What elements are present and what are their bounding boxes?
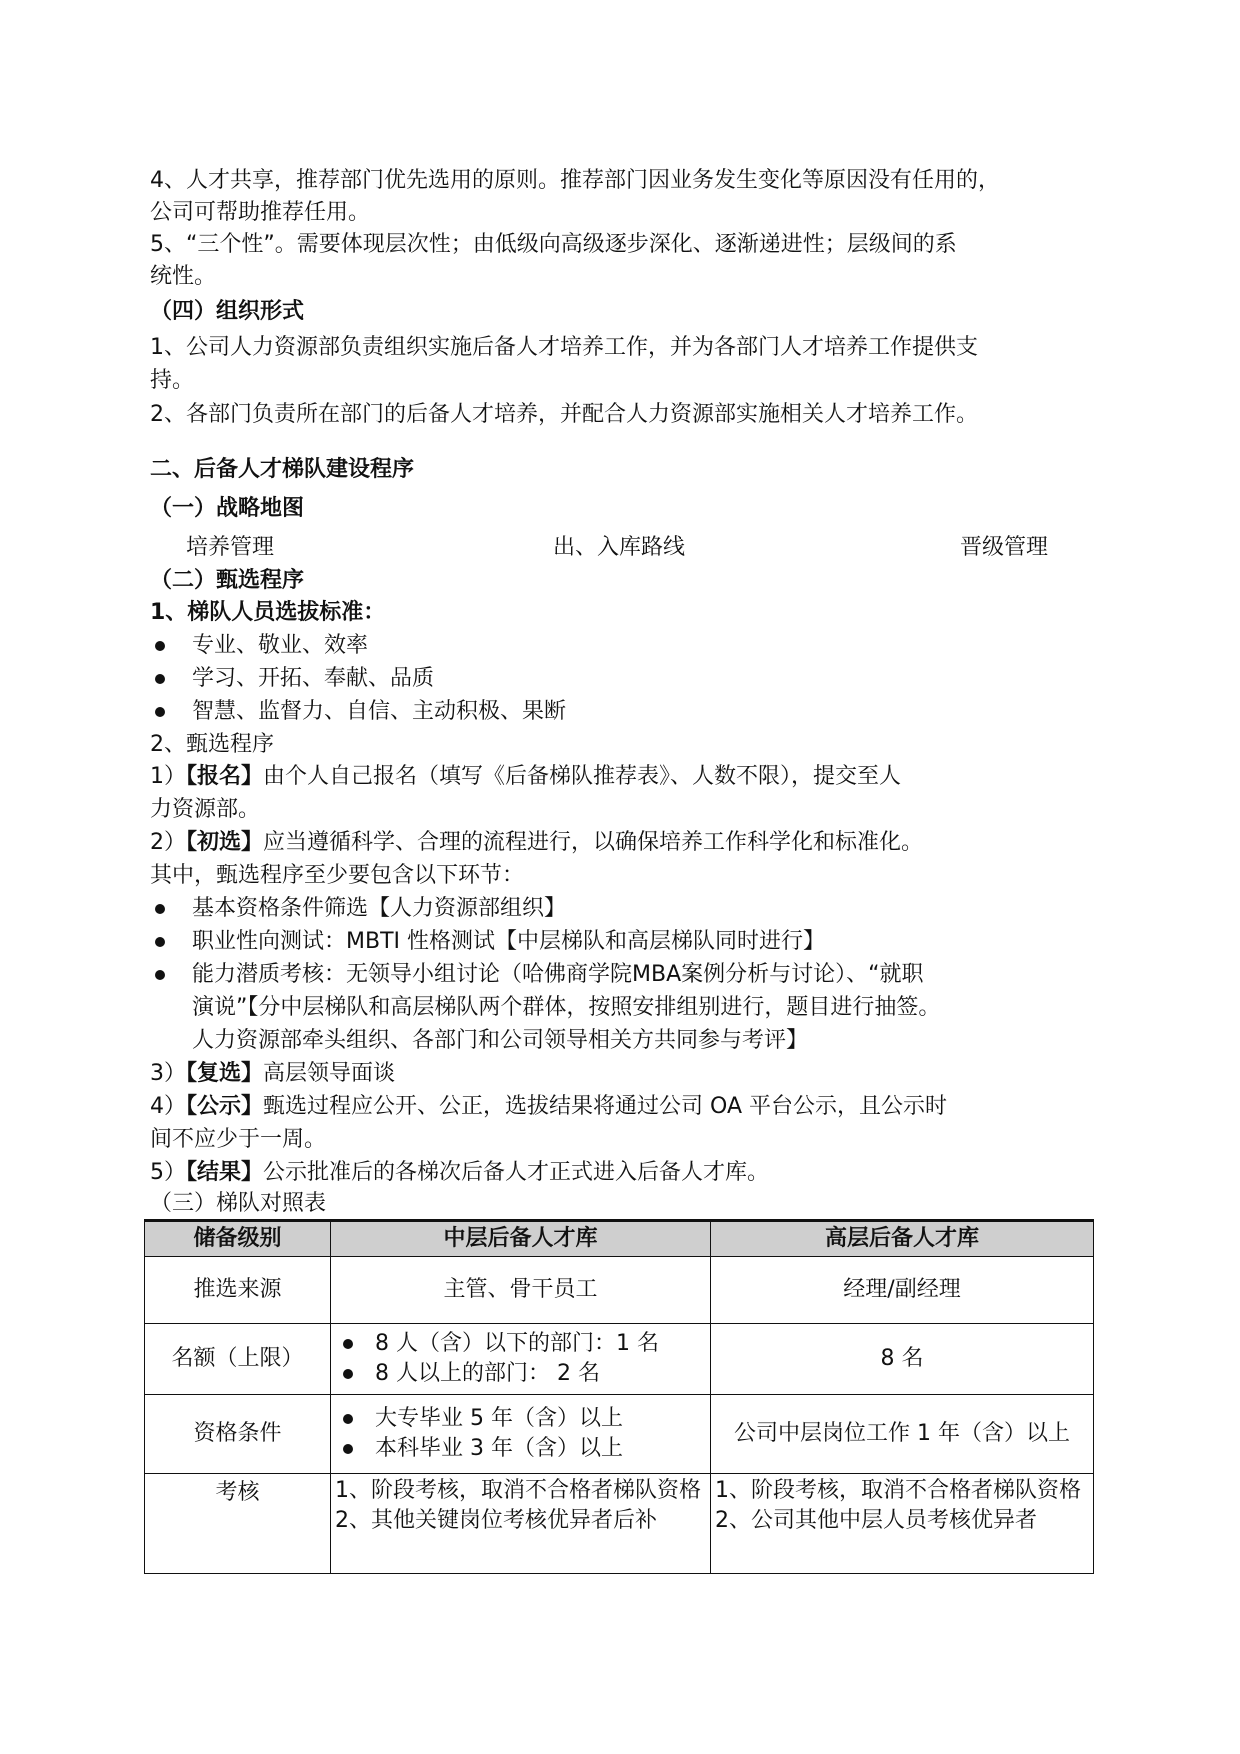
bullet-icon [343,1369,353,1379]
ladder-comparison-table [144,1219,1094,1574]
table-row [145,1257,1094,1324]
step-1-continued: 力资源部。 [150,797,261,822]
chapter-2-heading: 二、后备人才梯队建设程序 [150,457,415,482]
criteria-item: 专业、敬业、效率 [192,633,369,658]
para-4-line1: 4、人才共享，推荐部门优先选用的原则。推荐部门因业务发生变化等原因没有任用的， [150,168,1000,193]
high-cell: 经理/副经理 [711,1257,1094,1324]
table-header: 中层后备人才库 [331,1221,711,1257]
list-item [335,1329,706,1359]
screening-item: 能力潜质考核：无领导小组讨论（哈佛商学院MBA案例分析与讨论）、“就职 [192,962,924,987]
high-cell: 公司中层岗位工作 1 年（含）以上 [711,1395,1094,1474]
org-2: 2、各部门负责所在部门的后备人才培养，并配合人力资源部实施相关人才培养工作。 [150,402,978,427]
step-2-continued: 其中，甄选程序至少要包含以下环节： [150,863,525,888]
step-tag: 【结果】 [186,1160,264,1185]
mid-cell [331,1395,711,1474]
map-label-center: 出、入库路线 [553,535,686,560]
table-row [145,1474,1094,1574]
step-1 [150,762,901,792]
list-item [335,1434,706,1464]
high-cell: 8 名 [711,1324,1094,1395]
bullet-icon [155,937,165,947]
criteria-heading: 1、梯队人员选拔标准： [150,600,386,625]
sub-3-heading: （三）梯队对照表 [150,1191,327,1216]
row-label: 考核 [145,1474,331,1574]
para-5-line2: 统性。 [150,264,217,289]
step-3 [150,1059,395,1089]
procedure-heading: 2、甄选程序 [150,732,274,757]
para-5-line1: 5、“三个性”。需要体现层次性；由低级向高级逐步深化、逐渐递进性；层级间的系 [150,232,957,257]
bullet-icon [155,707,165,717]
step-text: 公示批准后的各梯次后备人才正式进入后备人才库。 [263,1160,770,1185]
bullet-icon [155,641,165,651]
row-label: 推选来源 [145,1257,331,1324]
step-text: 甄选过程应公开、公正，选拔结果将通过公司 OA 平台公示，且公示时 [263,1094,947,1119]
step-tag: 【初选】 [186,830,264,855]
step-number: 1） [150,764,186,789]
row-label: 资格条件 [145,1395,331,1474]
list-item-text: 本科毕业 3 年（含）以上 [375,1436,623,1461]
high-cell: 1、阶段考核，取消不合格者梯队资格 2、公司其他中层人员考核优异者 [711,1474,1094,1574]
bullet-icon [155,674,165,684]
screening-item-continued: 人力资源部牵头组织、各部门和公司领导相关方共同参与考评】 [192,1028,809,1053]
mid-cell [331,1324,711,1395]
list-item [335,1404,706,1434]
step-2 [150,828,923,858]
step-tag: 【公示】 [186,1094,264,1119]
org-1-line1: 1、公司人力资源部负责组织实施后备人才培养工作，并为各部门人才培养工作提供支 [150,335,978,360]
step-tag: 【报名】 [186,764,264,789]
sub-1-heading: （一）战略地图 [150,496,305,521]
step-number: 2） [150,830,186,855]
table-header: 储备级别 [145,1221,331,1257]
mid-cell: 1、阶段考核，取消不合格者梯队资格 2、其他关键岗位考核优异者后补 [331,1474,711,1574]
step-tag: 【复选】 [186,1061,264,1086]
step-number: 3） [150,1061,186,1086]
map-label-left: 培养管理 [186,535,275,560]
screening-item: 基本资格条件筛选【人力资源部组织】 [192,896,567,921]
table-header: 高层后备人才库 [711,1221,1094,1257]
step-number: 5） [150,1160,186,1185]
screening-item: 职业性向测试：MBTI 性格测试【中层梯队和高层梯队同时进行】 [192,929,825,954]
table-row [145,1395,1094,1474]
list-item-text: 大专毕业 5 年（含）以上 [375,1406,623,1431]
step-text: 高层领导面谈 [263,1061,396,1086]
bullet-icon [343,1444,353,1454]
row-label: 名额（上限） [145,1324,331,1395]
step-text: 应当遵循科学、合理的流程进行，以确保培养工作科学化和标准化。 [263,830,924,855]
step-5 [150,1158,769,1188]
org-1-line2: 持。 [150,368,195,393]
bullet-icon [155,970,165,980]
step-number: 4） [150,1094,186,1119]
criteria-item: 学习、开拓、奉献、品质 [192,666,435,691]
step-4-continued: 间不应少于一周。 [150,1127,327,1152]
sub-2-heading: （二）甄选程序 [150,568,305,593]
table-header-row [145,1221,1094,1257]
bullet-icon [155,904,165,914]
para-4-line2: 公司可帮助推荐任用。 [150,200,371,225]
screening-item-continued: 演说”【分中层梯队和高层梯队两个群体，按照安排组别进行，题目进行抽签。 [192,995,941,1020]
criteria-item: 智慧、监督力、自信、主动积极、果断 [192,699,567,724]
table-row [145,1324,1094,1395]
section-4-heading: （四）组织形式 [150,299,305,324]
mid-cell: 主管、骨干员工 [331,1257,711,1324]
list-item-text: 8 人以上的部门： 2 名 [375,1361,600,1386]
map-label-right: 晋级管理 [960,535,1049,560]
step-4 [150,1092,947,1122]
bullet-icon [343,1339,353,1349]
list-item [335,1359,706,1389]
step-text: 由个人自己报名（填写《后备梯队推荐表》、人数不限），提交至人 [263,764,902,789]
list-item-text: 8 人（含）以下的部门：1 名 [375,1331,659,1356]
bullet-icon [343,1414,353,1424]
